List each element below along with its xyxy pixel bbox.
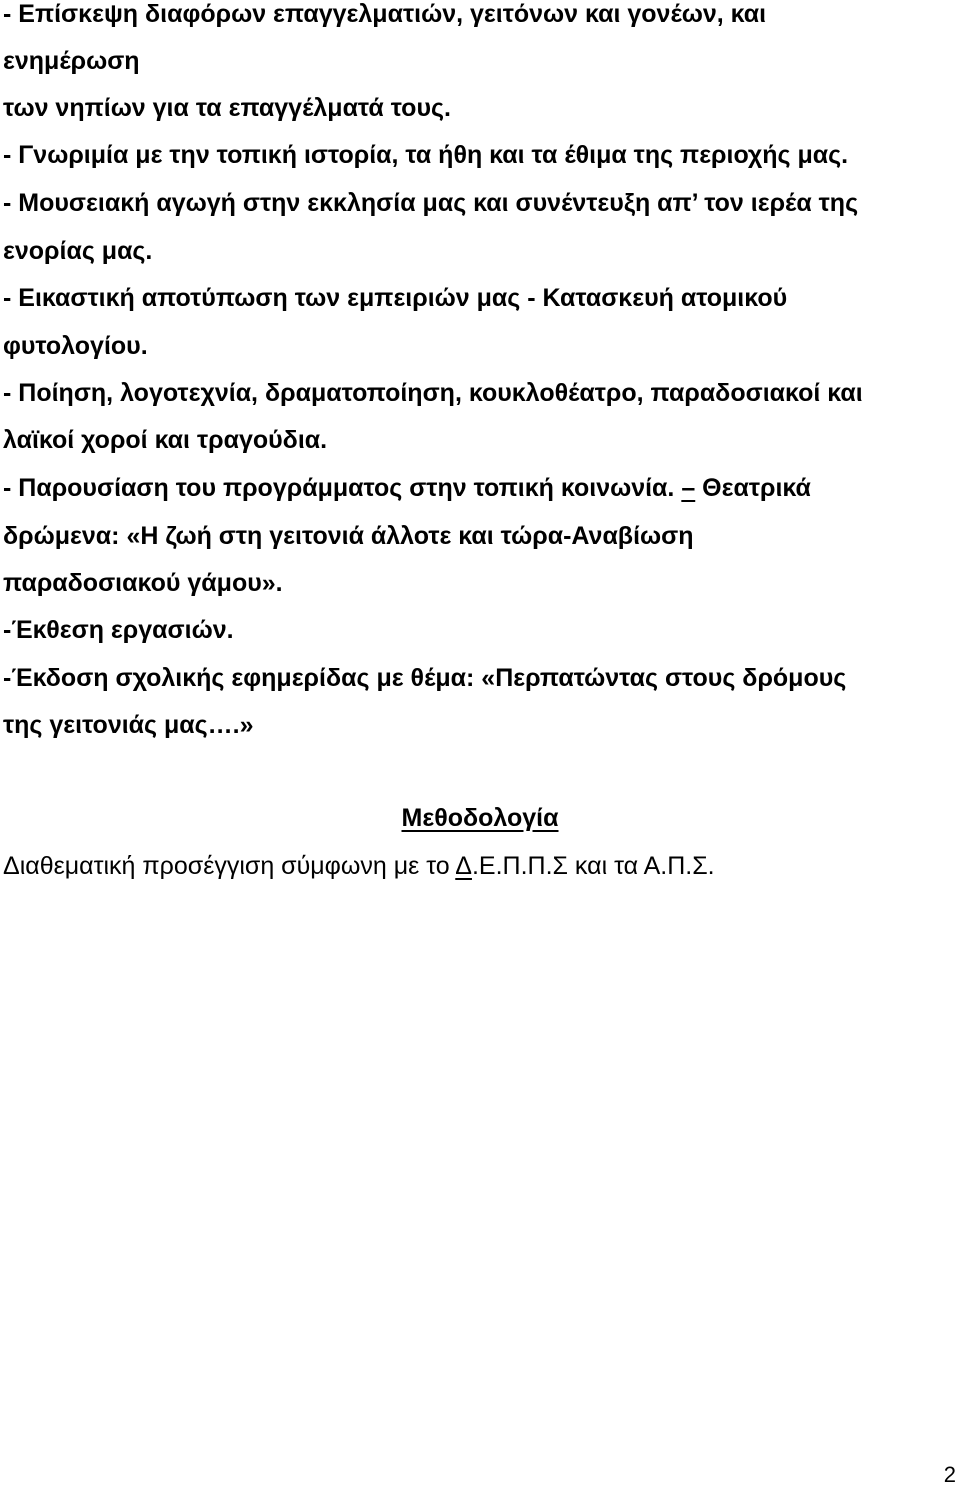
text-line: - Μουσειακή αγωγή στην εκκλησία μας και συνέντευξη απ’ τον ιερέα της xyxy=(3,189,859,217)
text-line: -Έκδοση σχολικής εφημερίδας με θέμα: «Περπατώντας στους δρόμους xyxy=(3,664,847,692)
text-line: -Έκθεση εργασιών. xyxy=(3,616,234,644)
text-line: - Γνωριμία με την τοπική ιστορία, τα ήθη και τα έθιμα της περιοχής μας. xyxy=(3,141,849,169)
methodology-text xyxy=(3,842,715,890)
text-line: των νηπίων για τα επαγγέλματά τους. xyxy=(3,94,451,122)
text-line: ενημέρωση xyxy=(3,47,140,75)
text-line: - Ποίηση, λογοτεχνία, δραματοποίηση, κουκλοθέατρο, παραδοσιακοί και xyxy=(3,379,863,407)
text-line: - Εικαστική αποτύπωση των εμπειριών μας - Κατασκευή ατομικού xyxy=(3,284,788,312)
text-line: ενορίας μας. xyxy=(3,237,153,265)
presentation-dash: – xyxy=(681,474,696,502)
page-number: 2 xyxy=(943,1462,956,1487)
methodology-intro: Διαθεματική προσέγγιση σύμφωνη με το xyxy=(3,852,456,880)
presentation-text: - Παρουσίαση του προγράμματος στην τοπική κοινωνία. xyxy=(3,474,682,502)
methodology-rest: .Ε.Π.Π.Σ και τα Α.Π.Σ. xyxy=(471,852,715,880)
methodology-heading: Μεθοδολογία xyxy=(401,804,559,832)
text-line: φυτολογίου. xyxy=(3,332,148,360)
text-line: λαϊκοί χοροί και τραγούδια. xyxy=(3,426,328,454)
text-line: της γειτονιάς μας….» xyxy=(3,711,254,739)
text-line: παραδοσιακού γάμου». xyxy=(3,569,283,597)
text-line: - Επίσκεψη διαφόρων επαγγελματιών, γειτόνων και γονέων, και xyxy=(3,0,767,28)
text-line-presentation xyxy=(3,464,811,512)
text-line: δρώμενα: «Η ζωή στη γειτονιά άλλοτε και τώρα-Αναβίωση xyxy=(3,522,694,550)
presentation-rest: Θεατρικά xyxy=(695,474,811,502)
methodology-underlined-letter: Δ xyxy=(455,852,472,880)
